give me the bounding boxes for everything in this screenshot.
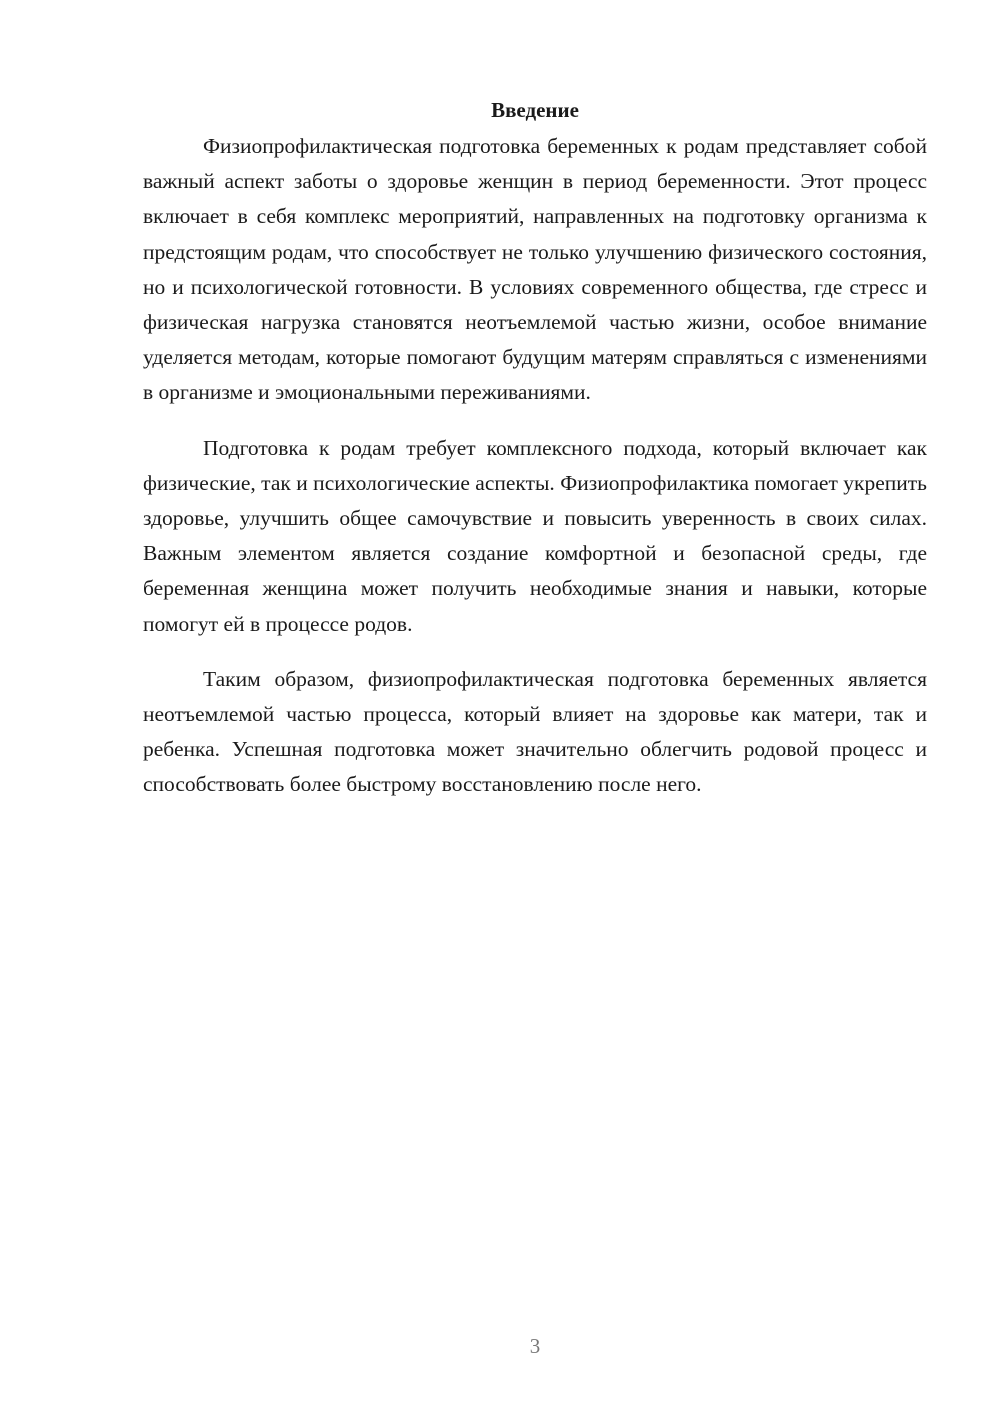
paragraph-3: Таким образом, физиопрофилактическая подготовка беременных является неотъемлемой частью процесса, который влияет на здоровье как матери, так и ребенка. Успешная подготовка может значительно облегчить родовой процесс и способствовать более быстрому восстановлению после него. — [143, 666, 927, 797]
paragraph-1: Физиопрофилактическая подготовка беременных к родам представляет собой важный аспект заботы о здоровье женщин в период беременности. Этот процесс включает в себя комплекс мероприятий, направленных на подготовку организма к предстоящим родам, что способствует не только улучшению физического состояния, но и психологической готовности. В условиях современного общества, где стресс и физическая нагрузка становятся неотъемлемой частью жизни, особое внимание уделяется методам, которые помогают будущим матерям справляться с изменениями в организме и эмоциональными переживаниями. — [143, 134, 927, 405]
section-title: Введение — [491, 98, 579, 122]
paragraph-2: Подготовка к родам требует комплексного подхода, который включает как физические, так и психологические аспекты. Физиопрофилактика помогает укрепить здоровье, улучшить общее самочувствие и повысить уверенность в своих силах. Важным элементом является создание комфортной и безопасной среды, где беременная женщина может получить необходимые знания и навыки, которые помогут ей в процессе родов. — [143, 435, 927, 636]
page-number: 3 — [529, 1334, 541, 1358]
page-content — [143, 95, 927, 823]
